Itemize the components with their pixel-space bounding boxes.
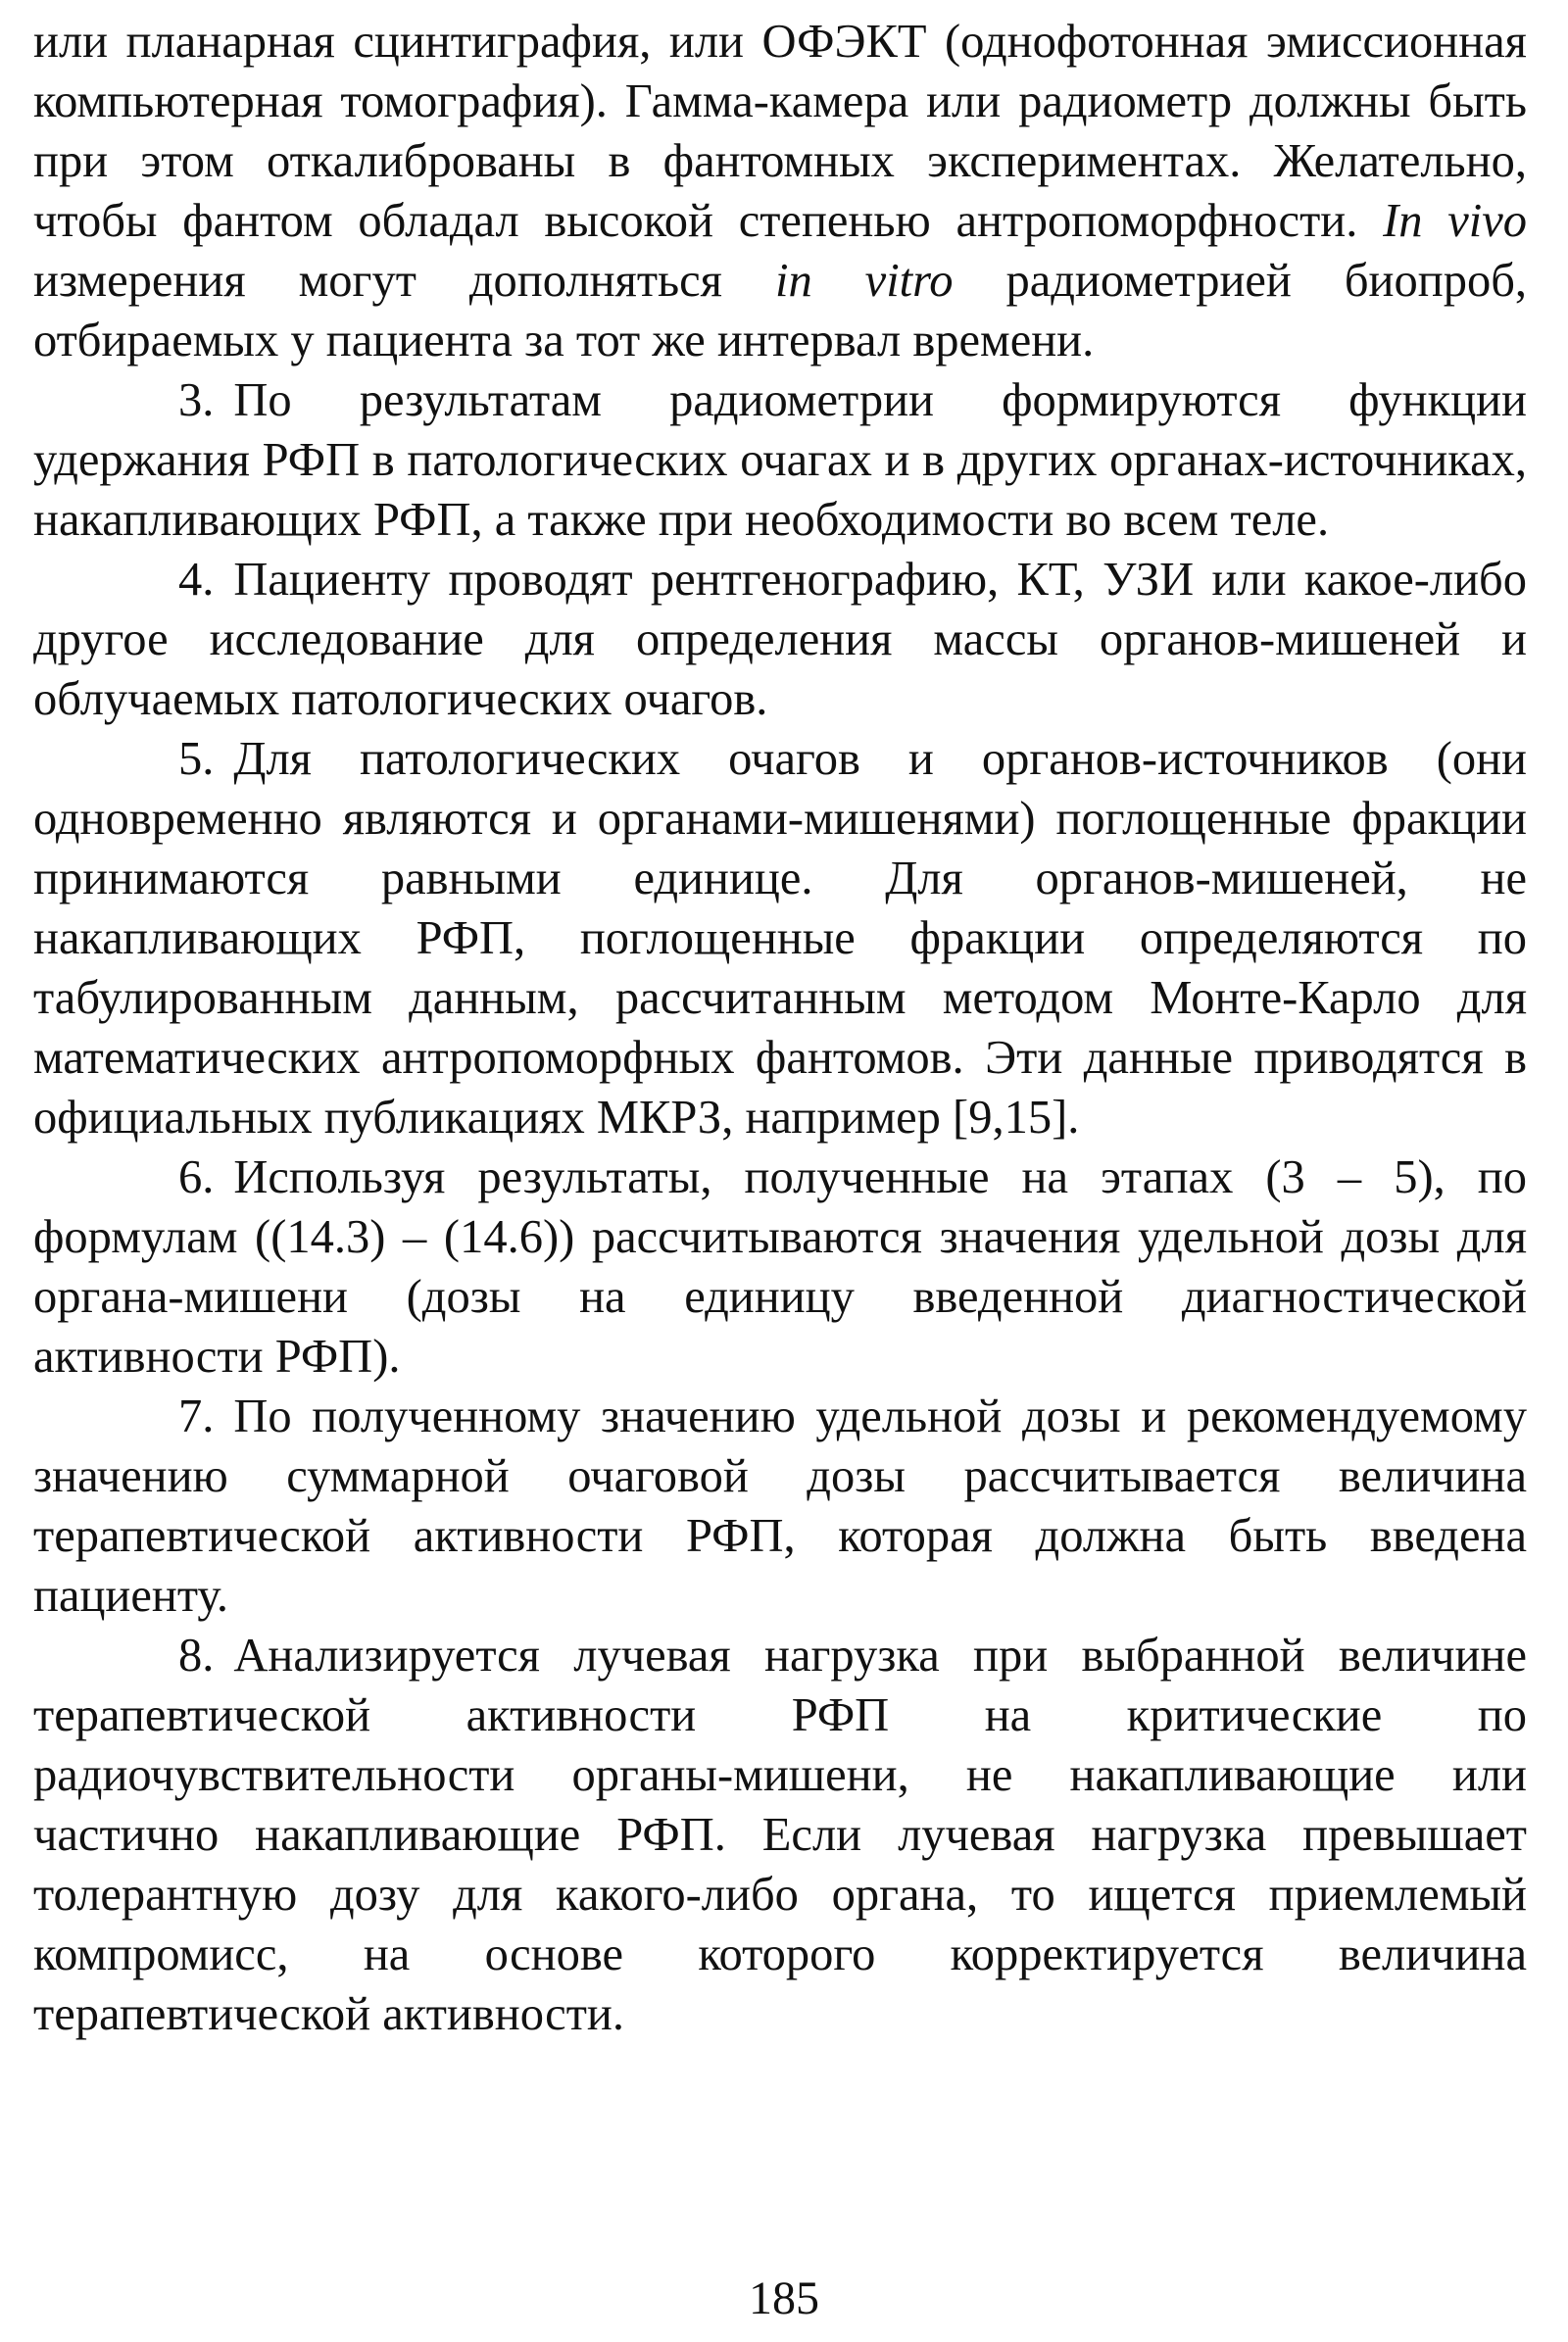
list-item-5 (33, 729, 1527, 1147)
intro-text-1: или планарная сцинтиграфия, или ОФЭКТ (однофотонная эмиссионная компьютерная томография). Гамма-камера или радиометр должны быть при этом откалиброваны в фантомных экспериментах. Желательно, чтобы фантом обладал высокой степенью антропоморфности. (33, 16, 1527, 247)
list-item-4 (33, 550, 1527, 729)
list-item-3 (33, 370, 1527, 550)
intro-text-3: радиометрией биопроб, отбираемых у пациента за тот же интервал времени. (33, 255, 1528, 366)
page-number: 185 (749, 2272, 819, 2324)
intro-paragraph (33, 12, 1527, 370)
item-number: 3. (178, 374, 215, 426)
item-text: Используя результаты, полученные на этапах (3 – 5), по формулам ((14.3) – (14.6)) рассчитываются значения удельной дозы для органа-мишени (дозы на единицу введенной диагностической активности РФП). (33, 1151, 1527, 1383)
intro-italic-in-vivo: In vivo (1383, 195, 1527, 247)
list-item-7 (33, 1387, 1527, 1626)
item-text: Пациенту проводят рентгенографию, КТ, УЗИ или какое-либо другое исследование для определения массы органов-мишеней и облучаемых патологических очагов. (33, 554, 1527, 725)
body-text (33, 12, 1527, 2044)
item-text: Анализируется лучевая нагрузка при выбранной величине терапевтической активности РФП на критические по радиочувствительности органы-мишени, не накапливающие или частично накапливающие РФП. Если лучевая нагрузка превышает толерантную дозу для какого-либо органа, то ищется приемлемый компромисс, на основе которого корректируется величина терапевтической активности. (33, 1630, 1527, 2040)
item-number: 6. (178, 1151, 215, 1203)
item-number: 8. (178, 1630, 215, 1682)
item-number: 4. (178, 554, 215, 606)
intro-text-2: измерения могут дополняться (33, 255, 775, 307)
intro-italic-in-vitro: in vitro (774, 255, 954, 307)
item-number: 5. (178, 733, 215, 785)
list-item-6 (33, 1147, 1527, 1387)
item-number: 7. (178, 1391, 215, 1442)
list-item-8 (33, 1626, 1527, 2044)
item-text: По результатам радиометрии формируются функции удержания РФП в патологических очагах и в других органах-источниках, накапливающих РФП, а также при необходимости во всем теле. (33, 374, 1527, 546)
item-text: Для патологических очагов и органов-источников (они одновременно являются и органами-мишенями) поглощенные фракции принимаются равными единице. Для органов-мишеней, не накапливающих РФП, поглощенные фракции определяются по табулированным данным, рассчитанным методом Монте-Карло для математических антропоморфных фантомов. Эти данные приводятся в официальных публикациях МКРЗ, например [9,15]. (33, 733, 1527, 1144)
item-text: По полученному значению удельной дозы и рекомендуемому значению суммарной очаговой дозы рассчитывается величина терапевтической активности РФП, которая должна быть введена пациенту. (33, 1391, 1527, 1622)
